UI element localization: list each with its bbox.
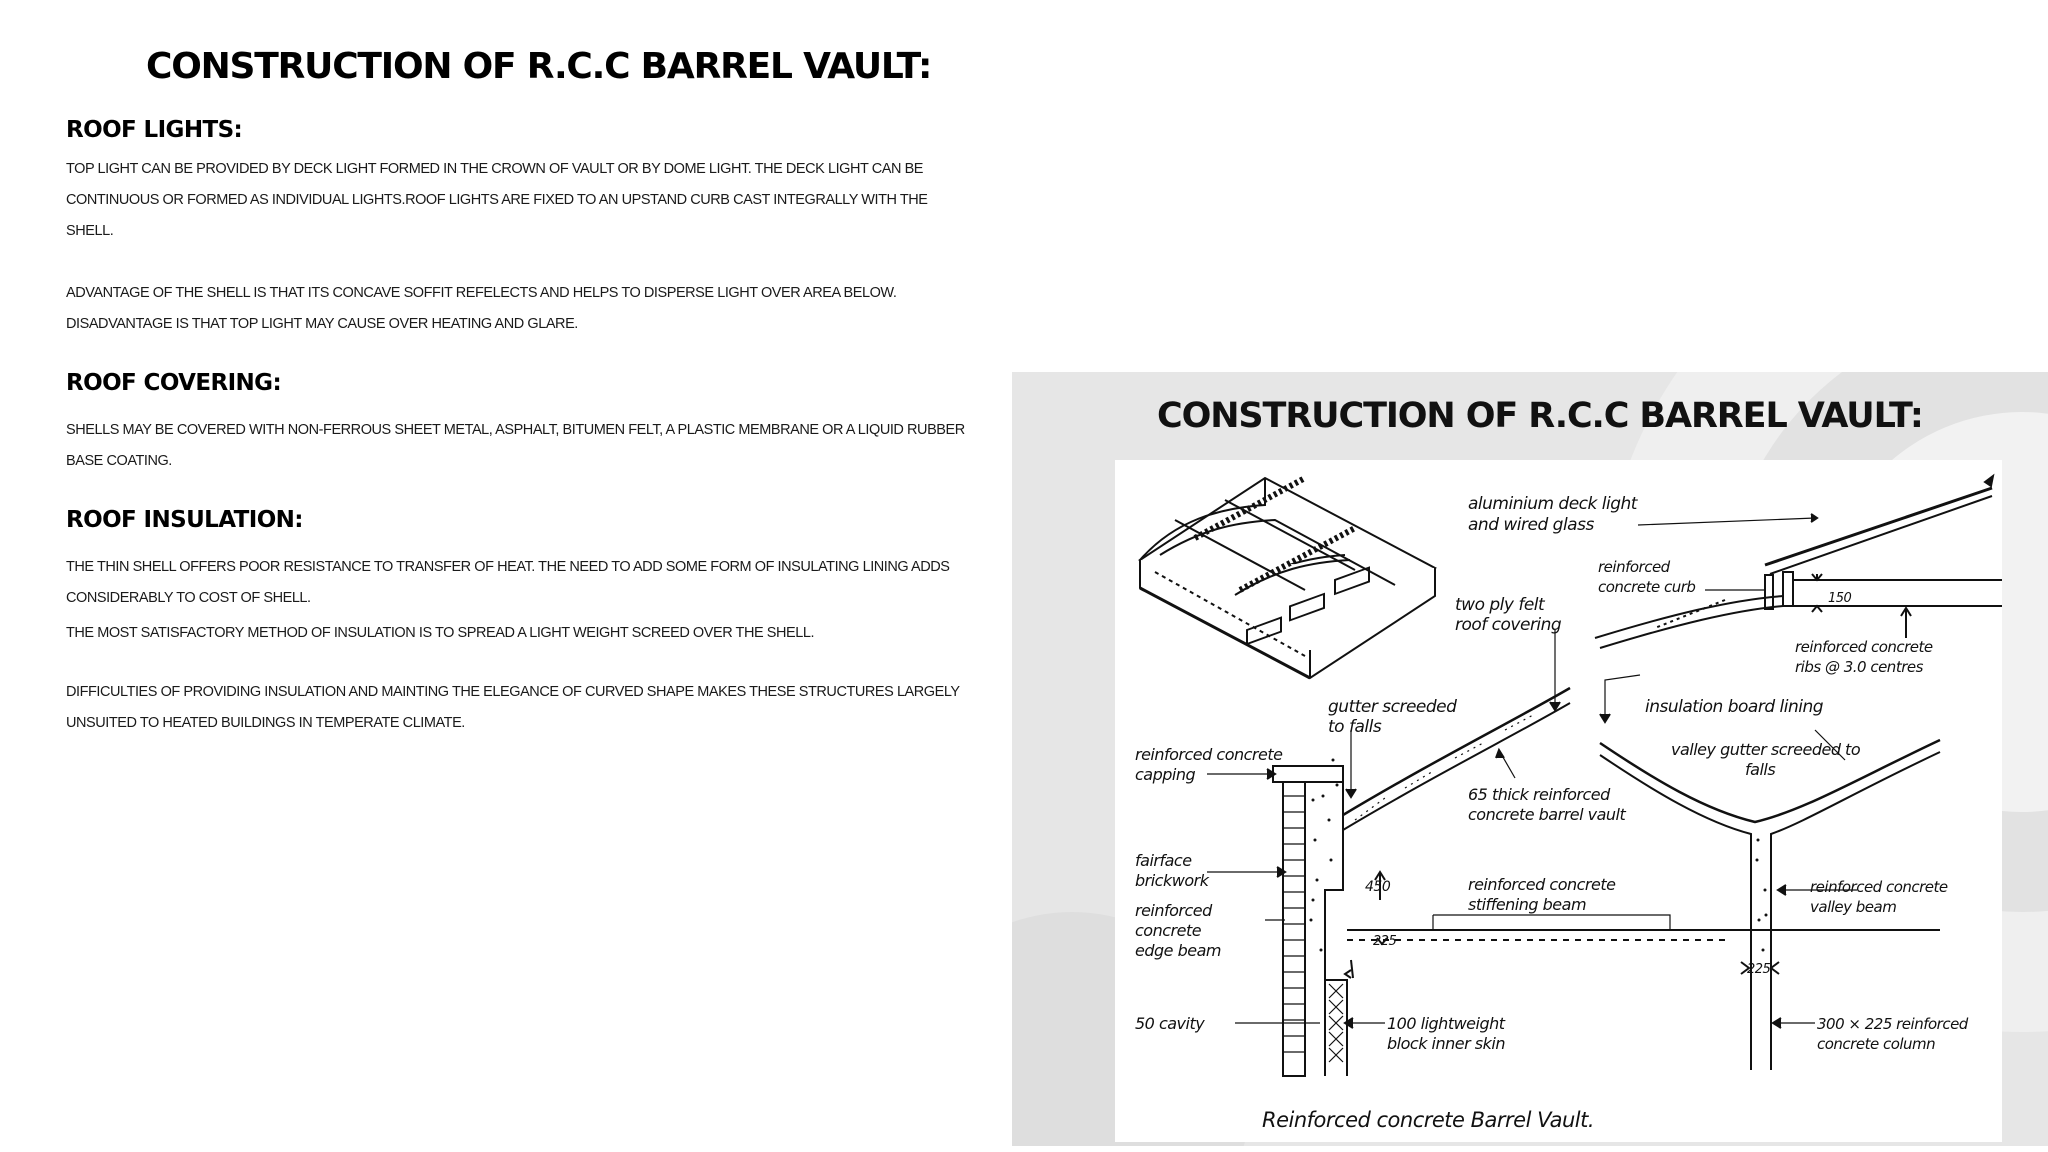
barrel-vault-figure	[1012, 372, 2048, 1146]
label-deck-light-1: aluminium deck light	[1468, 494, 1637, 514]
heading-roof-insulation: ROOF INSULATION:	[66, 507, 303, 533]
figure-title: CONSTRUCTION OF R.C.C BARREL VAULT:	[1157, 396, 1923, 436]
label-gutter-1: gutter screeded	[1328, 697, 1457, 717]
label-brick-1: fairface	[1135, 851, 1192, 870]
label-brick-2: brickwork	[1135, 871, 1209, 890]
label-curb-1: reinforced	[1598, 558, 1670, 576]
label-vault-1: 65 thick reinforced	[1468, 785, 1610, 804]
label-dim-225-left: 225	[1373, 934, 1397, 949]
paragraph-roof-covering: SHELLS MAY BE COVERED WITH NON-FERROUS SHEET METAL, ASPHALT, BITUMEN FELT, A PLASTIC MEMBRANE OR A LIQUID RUBBER BASE COATING.	[66, 422, 965, 469]
label-felt-2: roof covering	[1455, 615, 1562, 635]
paragraph-roof-insulation-3: DIFFICULTIES OF PROVIDING INSULATION AND MAINTING THE ELEGANCE OF CURVED SHAPE MAKES THESE STRUCTURES LARGELY UNSUITED TO HEATED BUILDINGS IN TEMPERATE CLIMATE.	[66, 684, 960, 731]
label-ribs-2: ribs @ 3.0 centres	[1795, 658, 1923, 676]
label-valley-beam-1: reinforced concrete	[1810, 878, 1948, 896]
technical-drawing	[1115, 460, 2002, 1142]
label-column-2: concrete column	[1817, 1035, 1936, 1053]
section-drawing	[1115, 460, 2002, 1142]
figure-caption: Reinforced concrete Barrel Vault.	[1262, 1108, 1595, 1132]
page-title: CONSTRUCTION OF R.C.C BARREL VAULT:	[146, 46, 932, 87]
label-insulation: insulation board lining	[1645, 697, 1824, 717]
label-valley-gutter-1: valley gutter screeded to	[1671, 740, 1861, 759]
label-valley-beam-2: valley beam	[1810, 898, 1897, 916]
label-curb-dim: 150	[1828, 591, 1852, 606]
label-deck-light-2: and wired glass	[1468, 515, 1594, 535]
paragraph-roof-lights-2: ADVANTAGE OF THE SHELL IS THAT ITS CONCAVE SOFFIT REFELECTS AND HELPS TO DISPERSE LIGHT OVER AREA BELOW. DISADVANTAGE IS THAT TOP LIGHT MAY CAUSE OVER HEATING AND GLARE.	[66, 285, 897, 332]
label-block-2: block inner skin	[1387, 1034, 1505, 1053]
label-ribs-1: reinforced concrete	[1795, 638, 1933, 656]
label-dim-450: 450	[1365, 879, 1391, 895]
label-stiffening-1: reinforced concrete	[1468, 875, 1616, 894]
label-capping-1: reinforced concrete	[1135, 745, 1283, 764]
label-edge-beam-1: reinforced	[1135, 901, 1212, 920]
label-stiffening-2: stiffening beam	[1468, 895, 1587, 914]
label-felt-1: two ply felt	[1455, 595, 1545, 615]
label-capping-2: capping	[1135, 765, 1196, 784]
isometric-vault-sketch	[1140, 478, 1435, 678]
label-valley-gutter-2: falls	[1745, 760, 1776, 779]
label-block-1: 100 lightweight	[1387, 1014, 1505, 1033]
label-cavity: 50 cavity	[1135, 1014, 1205, 1033]
paragraph-roof-insulation-1: THE THIN SHELL OFFERS POOR RESISTANCE TO TRANSFER OF HEAT. THE NEED TO ADD SOME FORM OF INSULATING LINING ADDS CONSIDERABLY TO COST OF SHELL.	[66, 559, 950, 606]
paragraph-roof-insulation-2: THE MOST SATISFACTORY METHOD OF INSULATION IS TO SPREAD A LIGHT WEIGHT SCREED OVER THE SHELL.	[66, 625, 815, 641]
label-edge-beam-3: edge beam	[1135, 941, 1221, 960]
label-curb-2: concrete curb	[1598, 578, 1696, 596]
label-dim-225-right: 225	[1747, 962, 1771, 977]
label-edge-beam-2: concrete	[1135, 921, 1202, 940]
heading-roof-lights: ROOF LIGHTS:	[66, 117, 243, 143]
paragraph-roof-lights-1: TOP LIGHT CAN BE PROVIDED BY DECK LIGHT FORMED IN THE CROWN OF VAULT OR BY DOME LIGHT. THE DECK LIGHT CAN BE CONTINUOUS OR FORMED AS INDIVIDUAL LIGHTS.ROOF LIGHTS ARE FIXED TO AN UPSTAND CURB CAST INTEGRALLY WITH THE SHELL.	[66, 161, 928, 239]
label-vault-2: concrete barrel vault	[1468, 805, 1626, 824]
label-gutter-2: to falls	[1328, 717, 1382, 737]
label-column-1: 300 × 225 reinforced	[1817, 1015, 1968, 1033]
heading-roof-covering: ROOF COVERING:	[66, 370, 282, 396]
